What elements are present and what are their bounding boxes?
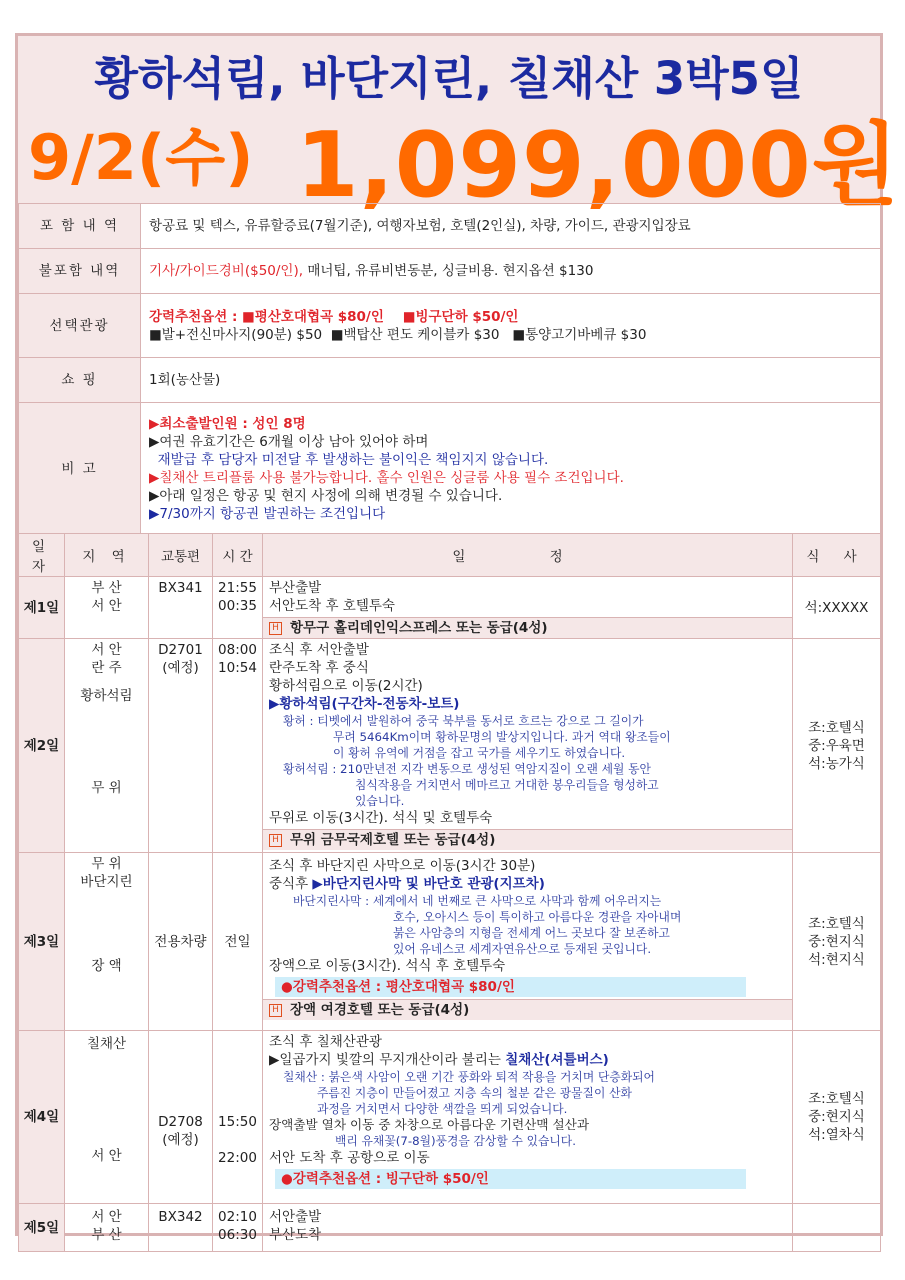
col-time: 시 간: [213, 534, 263, 577]
place: 란 주: [91, 660, 122, 676]
meal: 중:현지식: [808, 933, 865, 950]
meal: 석:열차식: [808, 1127, 865, 1143]
day-places: [65, 853, 149, 1031]
place: 부 산: [91, 580, 122, 596]
place: 서 안: [91, 1209, 122, 1225]
day-places: [65, 639, 149, 853]
meal: 조:호텔식: [808, 719, 865, 736]
hotel-icon: H: [269, 622, 282, 635]
transport-code: D2701: [158, 642, 203, 658]
place: 무 위: [91, 856, 122, 872]
exclude-label: 불포함 내역: [19, 249, 141, 294]
day-row: [19, 1031, 881, 1204]
col-place: 지 역: [65, 534, 149, 577]
plan-line: 무위로 이동(3시간). 석식 및 호텔투숙: [269, 810, 493, 826]
shopping-label: 쇼 핑: [19, 358, 141, 403]
plan-line: 장액으로 이동(3시간). 석식 후 호텔투숙: [269, 958, 506, 974]
plan-line: 백리 유채꽃(7-8월)풍경을 감상할 수 있습니다.: [335, 1134, 576, 1148]
transport: BX341: [149, 577, 213, 639]
meals: [793, 639, 881, 853]
day-label: 제2일: [19, 639, 65, 853]
departure-date: 9/2(수): [28, 121, 254, 194]
transport: BX342: [149, 1204, 213, 1252]
hotel-name: 항무구 홀리데인익스프레스 또는 동급(4성): [290, 620, 548, 636]
time: 08:00: [218, 642, 257, 658]
meal: 중:현지식: [808, 1109, 865, 1125]
desc-line: 붉은 사암층의 지형을 전세계 어느 곳보다 잘 보존하고: [393, 926, 670, 940]
recommended-option: ●강력추천옵션 : 평산호대협곡 $80/인: [275, 977, 746, 997]
time: 06:30: [218, 1227, 257, 1243]
plan-line: 란주도착 후 중식: [269, 660, 369, 676]
plan-line: [269, 1051, 786, 1069]
day-row: [19, 853, 881, 1031]
remarks-value: [141, 403, 881, 535]
hotel-icon: H: [269, 834, 282, 847]
plan-prefix: 중식후: [269, 876, 313, 892]
place: 황하석림: [80, 688, 133, 704]
place: 서 안: [91, 1148, 122, 1164]
plan-highlight: 칠채산(셔틀버스): [505, 1052, 609, 1068]
hotel-name: 장액 여경호텔 또는 동급(4성): [290, 1002, 470, 1018]
plan-line: 장액출발 열차 이동 중 차창으로 아름다운 기련산맥 설산과: [269, 1117, 589, 1132]
transport: 전용차량: [149, 853, 213, 1031]
day-label: 제1일: [19, 577, 65, 639]
col-plan: 일 정: [263, 534, 793, 577]
times: [213, 1031, 263, 1204]
desc-line: 무려 5464Km이며 황하문명의 발상지입니다. 과거 역대 왕조들이: [333, 730, 671, 744]
desc-line: 있어 유네스코 세계자연유산으로 등재된 곳입니다.: [393, 942, 652, 956]
plan-cell: [263, 577, 793, 639]
meals: [793, 853, 881, 1031]
hotel-line: [263, 617, 792, 638]
day-label: 제3일: [19, 853, 65, 1031]
hotel-line: [263, 999, 792, 1020]
desc-line: 주름진 지층이 만들어졌고 지층 속의 철분 같은 광물질이 산화: [317, 1086, 632, 1100]
col-transport: 교통편: [149, 534, 213, 577]
desc-line: 있습니다.: [355, 794, 405, 808]
place: 서 안: [91, 642, 122, 658]
day-places: [65, 1204, 149, 1252]
tour-price: 1,099,000원: [296, 113, 900, 218]
hotel-line: [263, 829, 792, 850]
plan-line: 서안출발: [269, 1209, 322, 1225]
transport: [149, 639, 213, 853]
place: 칠채산: [86, 1036, 127, 1052]
header-banner: [18, 36, 900, 218]
times: [213, 1204, 263, 1252]
desc-line: 황허 : 티벳에서 발원하여 중국 북부를 동서로 흐르는 강으로 그 길이가: [283, 714, 644, 728]
place: 서 안: [91, 598, 122, 614]
transport-note: (예정): [162, 1132, 199, 1148]
desc-line: 황허석림 : 210만년전 지각 변동으로 생성된 역암지질이 오랜 세월 동안: [283, 762, 651, 776]
meal: 석:현지식: [808, 951, 865, 968]
desc-line: 과정을 거치면서 다양한 색깔을 띄게 되었습니다.: [317, 1102, 568, 1116]
plan-line: 서안도착 후 호텔투숙: [269, 598, 395, 614]
meal: 중:우육면: [808, 737, 865, 754]
plan-line: 서안 도착 후 공항으로 이동: [269, 1150, 430, 1166]
plan-line: 부산도착: [269, 1227, 322, 1243]
optional-label: 선택관광: [19, 294, 141, 358]
day-places: [65, 577, 149, 639]
place: 부 산: [91, 1227, 122, 1243]
plan-prefix: ▶일곱가지 빛깔의 무지개산이라 불리는: [269, 1052, 506, 1068]
remark-reissue: 재발급 후 담당자 미전달 후 발생하는 불이익은 책임지지 않습니다.: [149, 451, 549, 468]
meal: 조:호텔식: [808, 1091, 865, 1107]
plan-cell: [263, 1204, 793, 1252]
desc-line: 칠채산 : 붉은색 사암이 오랜 기간 풍화와 퇴적 작용을 거치며 단층화되어: [283, 1070, 655, 1084]
include-label: 포 함 내 역: [19, 204, 141, 249]
day-row: [19, 1204, 881, 1252]
day-label: 제4일: [19, 1031, 65, 1204]
plan-line: 황하석림으로 이동(2시간): [269, 678, 423, 694]
meal: 석:농가식: [808, 755, 865, 772]
plan-highlight: ▶바단지린사막 및 바단호 관광(지프차): [312, 876, 545, 892]
include-value: 항공료 및 텍스, 유류할증료(7월기준), 여행자보험, 호텔(2인실), 차량, 가이드, 관광지입장료: [141, 204, 881, 249]
transport-code: D2708: [158, 1114, 203, 1130]
meal-empty: [793, 1204, 881, 1252]
remark-triple-room: ▶칠채산 트리플룸 사용 불가능합니다. 홀수 인원은 싱글룸 사용 필수 조건입니다.: [149, 469, 624, 486]
desc-line: 호수, 오아시스 등이 특이하고 아름다운 경관을 자아내며: [393, 910, 682, 924]
times: [213, 577, 263, 639]
place: 무 위: [91, 780, 122, 796]
place: 장 액: [91, 958, 122, 974]
hotel-name: 무위 금무국제호텔 또는 동급(4성): [290, 832, 496, 848]
time: 02:10: [218, 1209, 257, 1225]
time: 00:35: [218, 598, 257, 614]
time: 15:50: [218, 1114, 257, 1130]
optional-value: [141, 294, 881, 358]
exclude-value: [141, 249, 881, 294]
time: 21:55: [218, 580, 257, 596]
times: [213, 639, 263, 853]
info-table: [18, 203, 881, 535]
day-row: [19, 639, 881, 853]
desc-line: 침식작용을 거치면서 메마르고 거대한 봉우리들을 형성하고: [355, 778, 659, 792]
schedule-table: [18, 533, 881, 1252]
transport-note: (예정): [162, 660, 199, 676]
tour-flyer: [15, 33, 900, 1243]
time: 10:54: [218, 660, 257, 676]
meal: 석:XXXXX: [793, 577, 881, 639]
exclude-rest: 매너팁, 유류비변동분, 싱글비용. 현지옵션 $130: [303, 263, 594, 279]
col-meal: 식 사: [793, 534, 881, 577]
day-row: [19, 577, 881, 639]
plan-cell: [263, 639, 793, 853]
plan-line: 조식 후 바단지린 사막으로 이동(3시간 30분): [269, 858, 536, 874]
plan-cell: [263, 853, 793, 1031]
day-places: [65, 1031, 149, 1204]
remarks-label: 비 고: [19, 403, 141, 535]
desc-line: 이 황허 유역에 거점을 잡고 국가를 세우기도 하였습니다.: [333, 746, 626, 760]
plan-cell: [263, 1031, 793, 1204]
optional-others: ■발+전신마사지(90분) $50 ■백탑산 편도 케이블카 $30 ■통양고기바베큐 $30: [149, 326, 647, 343]
shopping-value: 1회(농산물): [141, 358, 881, 403]
time: 22:00: [218, 1150, 257, 1166]
day-label: 제5일: [19, 1204, 65, 1252]
time: 전일: [213, 853, 263, 1031]
plan-line: [269, 875, 786, 893]
recommended-option: ●강력추천옵션 : 빙구단하 $50/인: [275, 1169, 746, 1189]
meal: 조:호텔식: [808, 915, 865, 932]
desc-line: 바단지린사막 : 세계에서 네 번째로 큰 사막으로 사막과 함께 어우러지는: [293, 894, 662, 908]
plan-line: 조식 후 칠채산관광: [269, 1034, 382, 1050]
place: 바단지린: [80, 874, 133, 890]
remark-change: ▶아래 일정은 항공 및 현지 사정에 의해 변경될 수 있습니다.: [149, 487, 503, 504]
remark-ticketing: ▶7/30까지 항공권 발권하는 조건입니다: [149, 505, 386, 522]
hotel-icon: H: [269, 1004, 282, 1017]
plan-highlight: ▶황하석림(구간차-전동차-보트): [269, 696, 460, 712]
plan-line: 부산출발: [269, 580, 322, 596]
tour-title: 황하석림, 바단지린, 칠채산 3박5일: [94, 52, 804, 105]
remark-passport: ▶여권 유효기간은 6개월 이상 남아 있어야 하며: [149, 433, 429, 450]
optional-recommended: 강력추천옵션 : ■평산호대협곡 $80/인 ■빙구단하 $50/인: [149, 308, 519, 325]
col-day: 일 자: [19, 534, 65, 577]
exclude-guide-fee: 기사/가이드경비($50/인),: [149, 263, 304, 279]
meals: [793, 1031, 881, 1204]
plan-line: 조식 후 서안출발: [269, 642, 369, 658]
remark-min-people: ▶최소출발인원 : 성인 8명: [149, 415, 306, 432]
transport: [149, 1031, 213, 1204]
